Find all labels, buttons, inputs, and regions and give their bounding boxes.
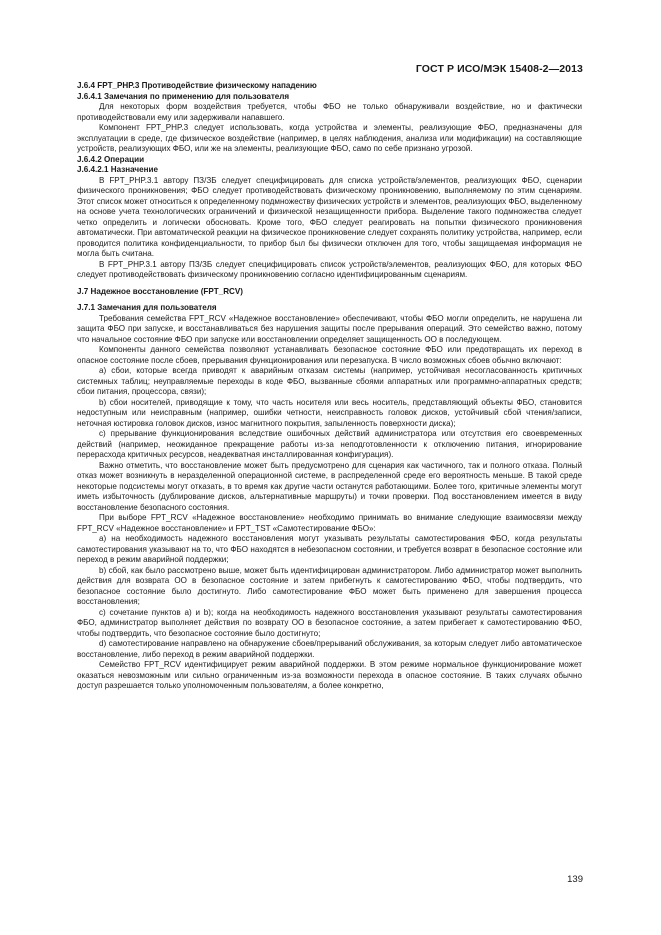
paragraph: Для некоторых форм воздействия требуется, чтобы ФБО не только обнаруживали воздействие, но и фактически противодействовали ему или задерживали напавшего.	[77, 102, 582, 122]
list-item: b) сбой, как было рассмотрено выше, может быть идентифицирован администратором. Либо администратор может выполнить действия для возврата ОО в безопасное состояние и затем прибегнуть к самотестированию ФБО, чтобы подтвердить, что безопасное состояние было достигнуто. Либо самотестирование ФБО может быть применено для завершения процесса восстановления;	[77, 565, 582, 606]
list-item: а) на необходимость надежного восстановления могут указывать результаты самотестирования ФБО, когда результаты самотестирования указывают на то, что ФБО находятся в небезопасном состоянии, и требуется возврат в безопасное состояние или переход в режим аварийной поддержки;	[77, 534, 582, 564]
section-heading: J.6.4 FPT_PHP.3 Противодействие физическому нападению	[77, 81, 317, 90]
page-number: 139	[567, 874, 583, 885]
section-heading: J.6.4.1 Замечания по применению для пользователя	[77, 91, 290, 101]
paragraph: В FPT_PHP.3.1 автору ПЗ/ЗБ следует специфицировать список устройств/элементов, реализующих ФБО, для которых ФБО следует противодействовать физическому проникновению согласно идентифицированным сценариям.	[77, 259, 582, 279]
document-body	[77, 81, 582, 692]
paragraph: При выборе FPT_RCV «Надежное восстановление» необходимо принимать во внимание следующие взаимосвязи между FPT_RCV «Надежное восстановление» и FPT_TST «Самотестирование ФБО»:	[77, 513, 582, 533]
section-heading: J.6.4.2 Операции	[77, 154, 145, 164]
list-item: c) прерывание функционирования вследствие ошибочных действий администратора или отсутствия его своевременных действий (например, неожиданное прекращение работы из-за неподготовленности к отключению питания, игнорирование перерасхода критичных ресурсов, неадекватная инсталлированная конфигурация).	[77, 429, 582, 459]
section-heading: J.6.4.2.1 Назначение	[77, 165, 158, 174]
document-standard-code: ГОСТ Р ИСО/МЭК 15408-2—2013	[415, 63, 583, 75]
list-item: d) самотестирование направлено на обнаружение сбоев/прерываний обслуживания, за которым следует либо автоматическое восстановление, либо переход в режим аварийной поддержки.	[77, 639, 582, 659]
list-item: c) сочетание пунктов а) и b); когда на необходимость надежного восстановления указывают результаты самотестирования ФБО, администратор выполняет действия по возврату ОО в безопасное состояние, а затем прибегает к самотестированию ФБО, чтобы подтвердить, что безопасное состояние было достигнуто;	[77, 607, 582, 638]
paragraph: Семейство FPT_RCV идентифицирует режим аварийной поддержки. В этом режиме нормальное функционирование может оказаться невозможным или сильно ограниченным из-за возможности перехода в опасное состояние. В таких случаях обычно доступ разрешается только уполномоченным пользователям, а более конкретно,	[77, 660, 582, 690]
paragraph: Компонент FPT_PHP.3 следует использовать, когда устройства и элементы, реализующие ФБО, предназначены для эксплуатации в среде, где физическое воздействие (например, в целях наблюдения, анализа или модификации) на составляющие устройств, реализующих ФБО, или же на элементы, реализующие ФБО, само по себе признано угрозой.	[77, 123, 582, 153]
list-item: b) сбои носителей, приводящие к тому, что часть носителя или весь носитель, представляющий объекты ФБО, становится недоступным или неисправным (например, ошибки четности, неисправность головок дисков, устойчивый сбой чтения/записи, неточная юстировка головок дисков, износ магнитного покрытия, запыленность поверхности диска);	[77, 397, 582, 428]
paragraph: Компоненты данного семейства позволяют устанавливать безопасное состояние ФБО или предотвращать их переход в опасное состояние после сбоев, прерывания функционирования или перезапуска. В число возможных сбоев обычно включают:	[77, 345, 582, 365]
section-heading: J.7 Надежное восстановление (FPT_RCV)	[77, 286, 243, 296]
paragraph: В FPT_PHP.3.1 автору ПЗ/ЗБ следует специфицировать для списка устройств/элементов, реализующих ФБО, сценарии физического проникновения; ФБО следует противодействовать физическому проникновению, выполняемому по этим сценариям. Этот список может относиться к определенному подмножеству физических устройств и элементов, реализующих ФБО, выделенному на основе учета технологических ограничений и физической незащищенности прибора. Выделение такого подмножества следует четко определить и логически обосновать. Кроме того, ФБО следует реагировать на попытки физического проникновения автоматически. При автоматической реакции на физическое проникновение следует сохранять политику устройства, например, если проводится политика конфиденциальности, то прибор был бы физически отключен для того, чтобы защищаемая информация не могла быть считана.	[77, 175, 582, 258]
paragraph: Важно отметить, что восстановление может быть предусмотрено для сценария как частичного, так и полного отказа. Полный отказ может возникнуть в неразделенной операционной системе, в распределенной среде его вероятность меньше. В такой среде некоторые подсистемы могут отказать, в то время как другие части останутся работающими. Более того, критичные элементы могут иметь избыточность (дублирование дисков, альтернативные маршруты) и точки проверки. Под восстановлением имеется в виду восстановление безопасного состояния.	[77, 460, 582, 512]
list-item: а) сбои, которые всегда приводят к аварийным отказам системы (например, устойчивая несогласованность критичных системных таблиц; неуправляемые переходы в коде ФБО, вызванные сбоями аппаратных или программно-аппаратных средств; сбои питания, процессора, связи);	[77, 366, 582, 396]
paragraph: Требования семейства FPT_RCV «Надежное восстановление» обеспечивают, чтобы ФБО могли определить, не нарушена ли защита ФБО при запуске, и восстанавливаться без нарушения защиты после прерывания операций. Это семейство важно, потому что начальное состояние ФБО при запуске или восстановлении определяет защищенность ОО в последующем.	[77, 313, 582, 344]
section-heading: J.7.1 Замечания для пользователя	[77, 303, 217, 312]
